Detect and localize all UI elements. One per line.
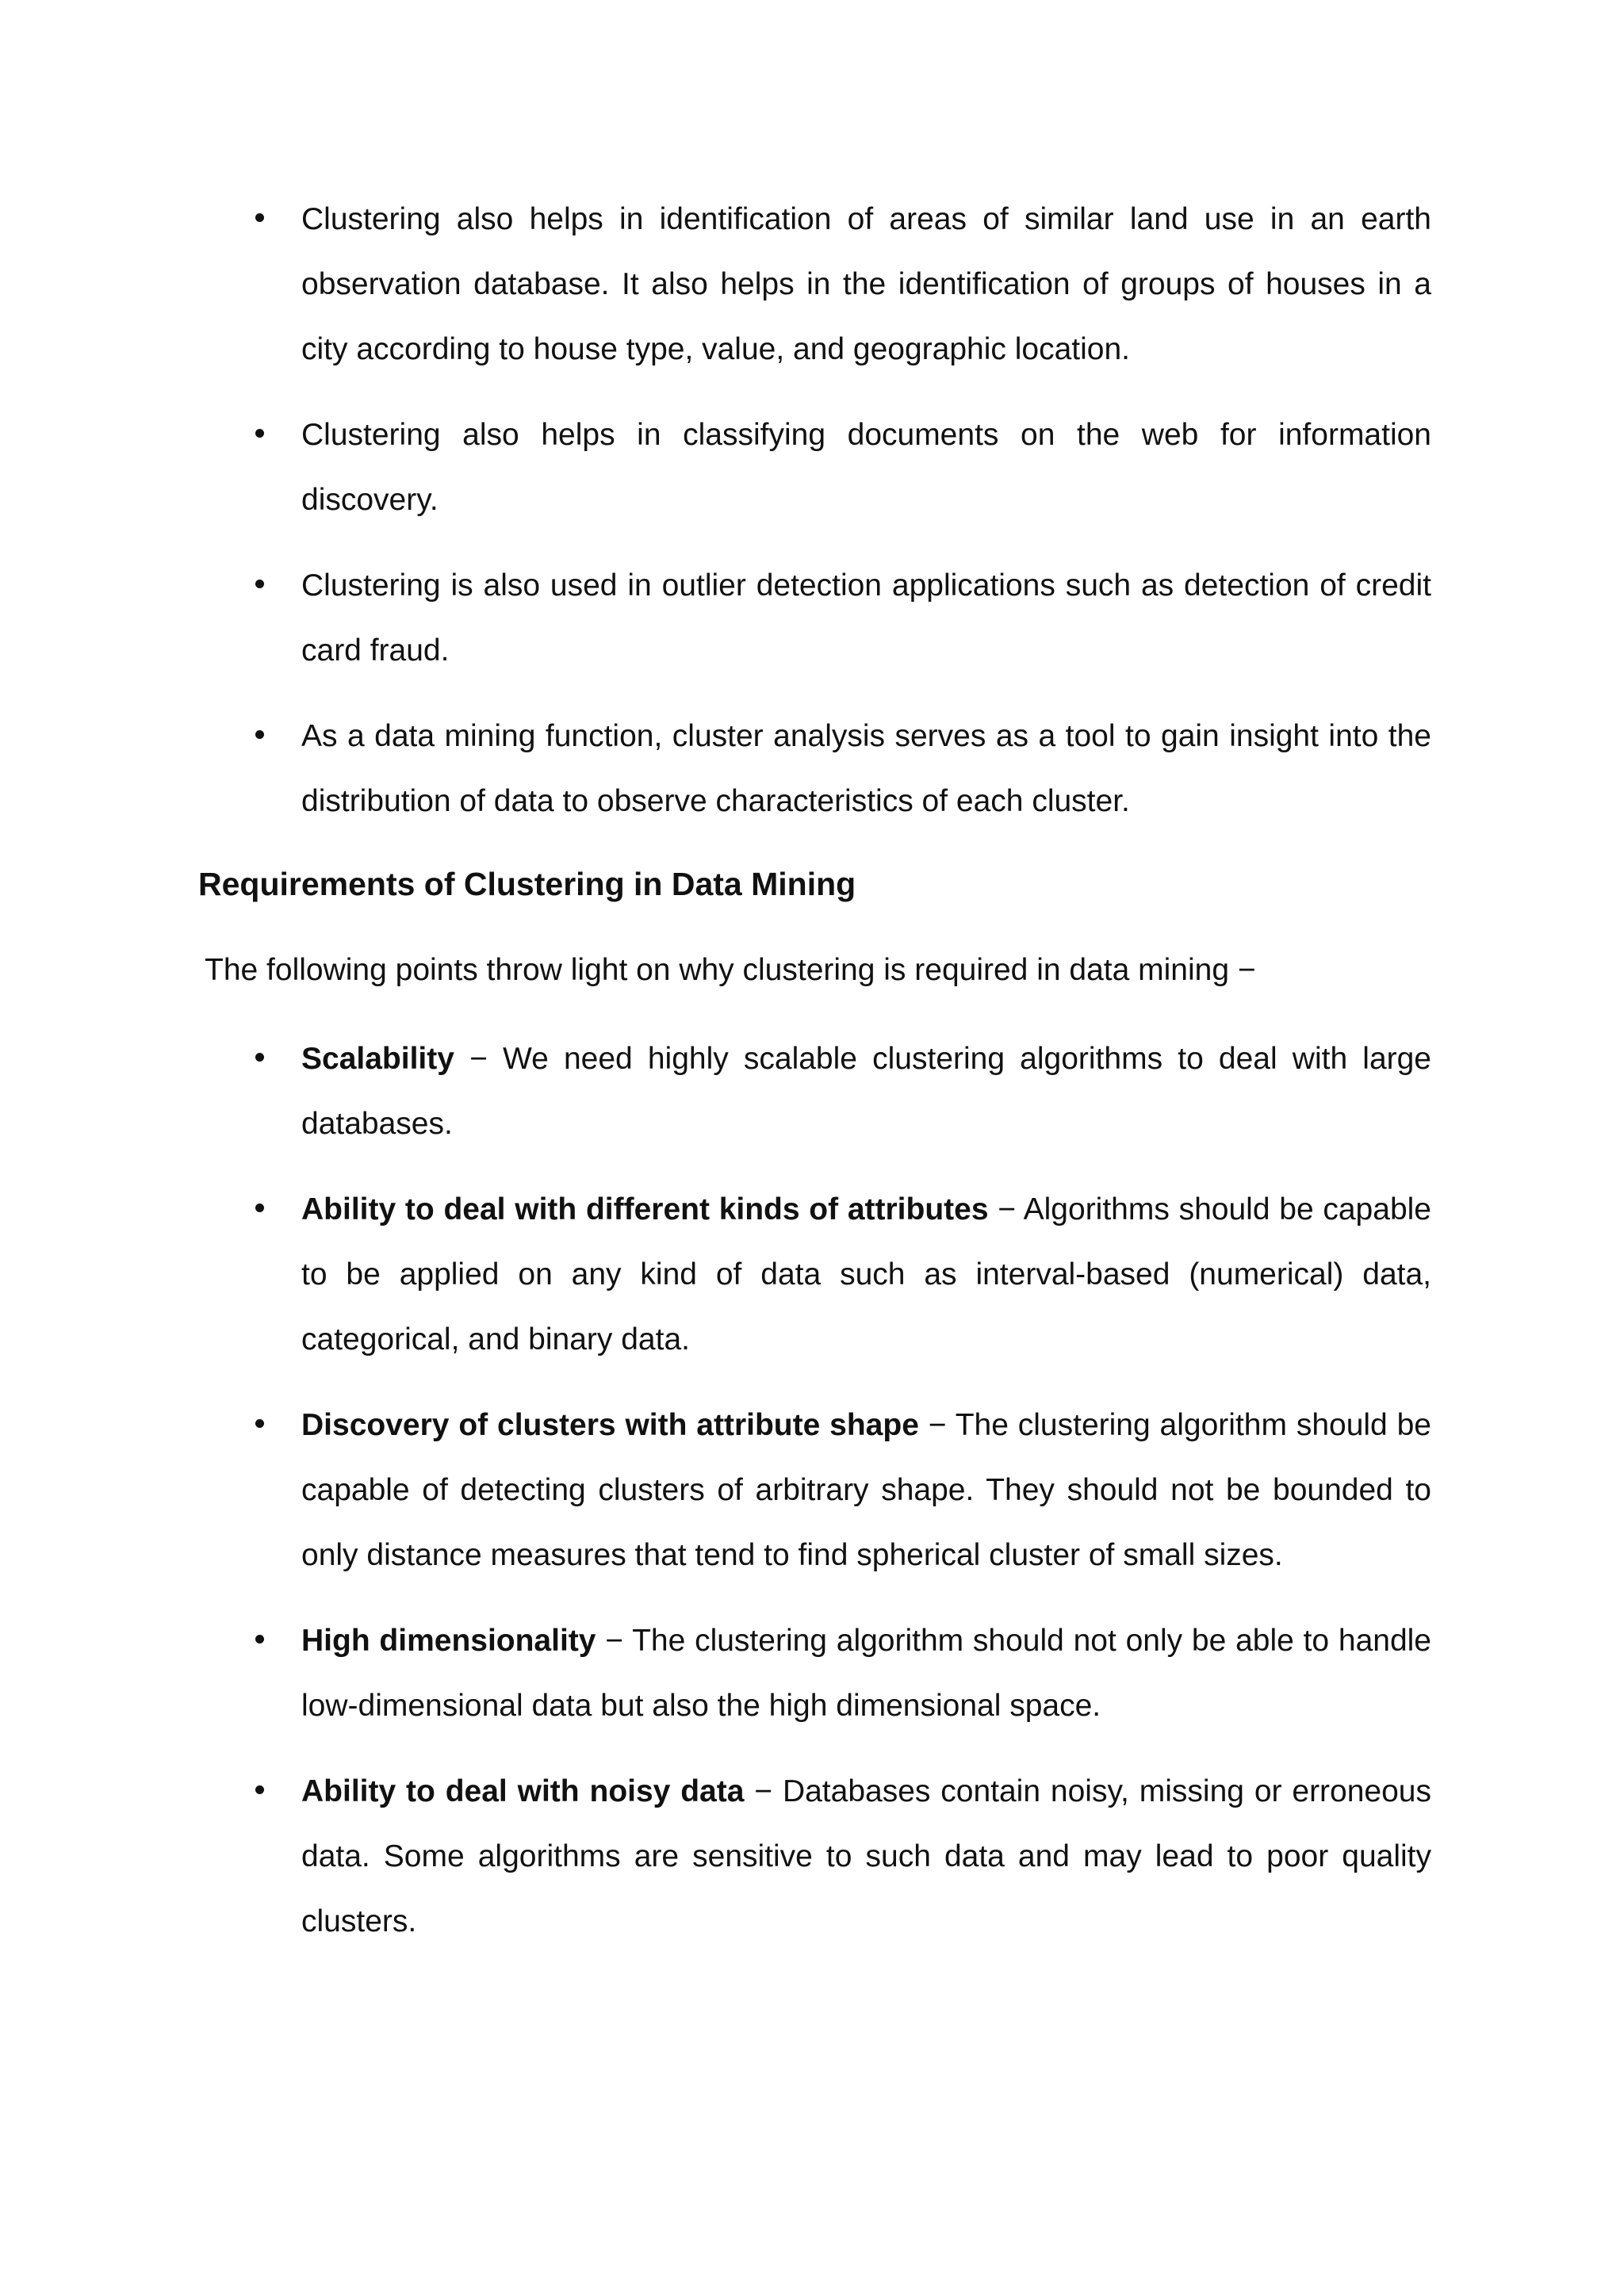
requirement-description: − The clustering algorithm should be capable of detecting clusters of arbitrary shape. They should not be bounded to only distance measures that tend to find spherical cluster of small sizes. bbox=[301, 1408, 1431, 1572]
list-item bbox=[198, 187, 1431, 382]
requirement-item-dimensionality bbox=[198, 1609, 1431, 1739]
bullet-icon bbox=[255, 1785, 264, 1794]
bullet-icon bbox=[255, 213, 264, 222]
requirement-description: − Algorithms should be capable to be applied on any kind of data such as interval-based (numerical) data, categorical, and binary data. bbox=[301, 1192, 1431, 1357]
requirement-term: Discovery of clusters with attribute shape bbox=[301, 1408, 919, 1442]
requirement-term: Ability to deal with different kinds of attributes bbox=[301, 1192, 989, 1226]
application-text: Clustering also helps in classifying documents on the web for information discovery. bbox=[301, 418, 1431, 517]
clustering-applications-list bbox=[198, 187, 1431, 834]
list-item bbox=[198, 704, 1431, 834]
section-heading: Requirements of Clustering in Data Mining bbox=[198, 866, 856, 902]
bullet-icon bbox=[255, 730, 264, 739]
application-text: Clustering is also used in outlier detection applications such as detection of credit card fraud. bbox=[301, 568, 1431, 668]
requirement-item-noisy-data bbox=[198, 1759, 1431, 1954]
requirement-item-attributes bbox=[198, 1177, 1431, 1372]
requirement-description: − Databases contain noisy, missing or erroneous data. Some algorithms are sensitive to such data and may lead to poor quality clusters. bbox=[301, 1774, 1431, 1938]
bullet-icon bbox=[255, 1053, 264, 1062]
requirement-term: Scalability bbox=[301, 1042, 454, 1076]
bullet-icon bbox=[255, 1635, 264, 1644]
requirement-term: Ability to deal with noisy data bbox=[301, 1774, 745, 1808]
requirement-item-cluster-shape bbox=[198, 1393, 1431, 1588]
bullet-icon bbox=[255, 429, 264, 438]
application-text: Clustering also helps in identification of areas of similar land use in an earth observation database. It also helps in the identification of groups of houses in a city according to house type, value, and geographic location. bbox=[301, 202, 1431, 366]
requirement-description: − We need highly scalable clustering algorithms to deal with large databases. bbox=[301, 1042, 1431, 1141]
section-intro: The following points throw light on why clustering is required in data mining − bbox=[205, 953, 1256, 987]
clustering-requirements-list bbox=[198, 1027, 1431, 1954]
requirement-description: − The clustering algorithm should not only be able to handle low-dimensional data but also the high dimensional space. bbox=[301, 1624, 1431, 1723]
requirement-term: High dimensionality bbox=[301, 1624, 596, 1658]
bullet-icon bbox=[255, 1419, 264, 1428]
list-item bbox=[198, 403, 1431, 533]
list-item bbox=[198, 553, 1431, 683]
application-text: As a data mining function, cluster analysis serves as a tool to gain insight into the distribution of data to observe characteristics of each cluster. bbox=[301, 719, 1431, 818]
document-content bbox=[198, 187, 1431, 1975]
bullet-icon bbox=[255, 580, 264, 588]
bullet-icon bbox=[255, 1203, 264, 1212]
requirement-item-scalability bbox=[198, 1027, 1431, 1157]
